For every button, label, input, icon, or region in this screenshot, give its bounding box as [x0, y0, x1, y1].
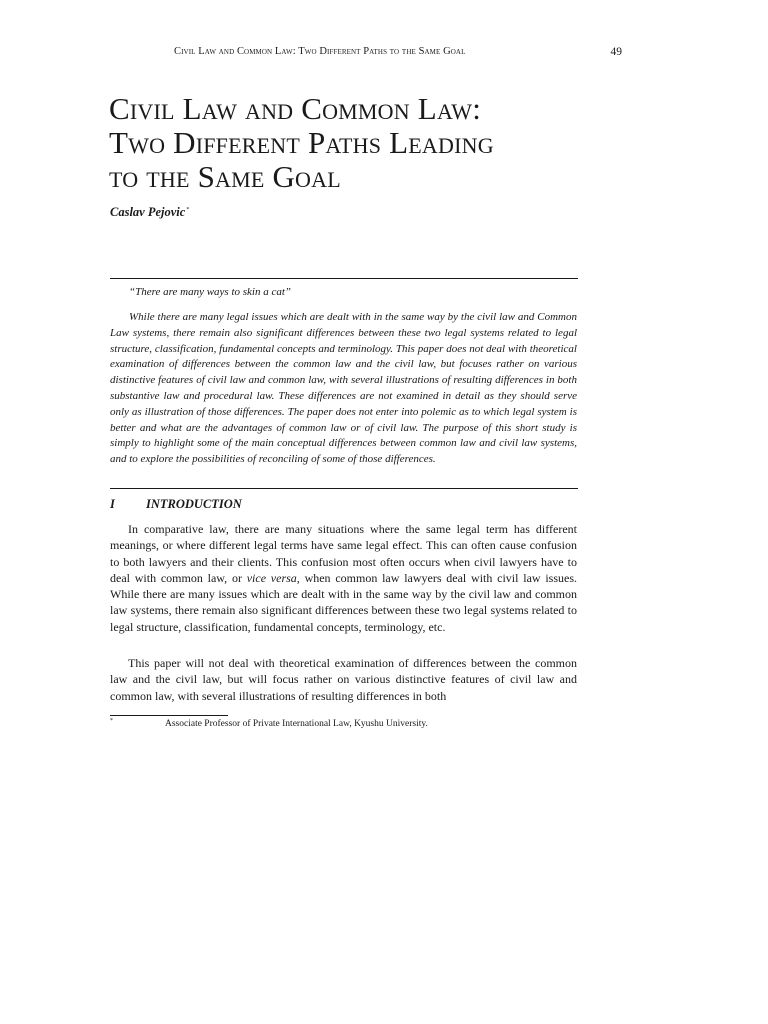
paper-title [109, 92, 589, 194]
footnote-rule [110, 715, 228, 716]
section-title: INTRODUCTION [146, 497, 242, 511]
page-number: 49 [610, 46, 622, 58]
footnote-text: Associate Professor of Private International Law, Kyushu University. [165, 719, 428, 729]
author-name: Caslav Pejovic [110, 205, 186, 219]
section-heading [110, 497, 578, 515]
author [110, 205, 189, 220]
title-line-3: to the Same Goal [109, 159, 341, 194]
section-number: I [110, 497, 115, 511]
abstract-text: While there are many legal issues which are dealt with in the same way by the civil law and Common Law systems, there remain also significant differences between these two legal systems related to legal structure, classification, fundamental concepts and terminology. This paper does not deal with theoretical examination of differences between the common law and the civil law, but focuses rather on various distinctive features of civil law and common law, with several illustrations of resulting differences in both substantive law and procedural law. These differences are not examined in detail as they should serve only as illustration of those differences. The paper does not enter into polemic as to which legal system is better and what are the advantages of common law or of civil law. The purpose of this short study is simply to highlight some of the main conceptual differences between common law and civil law systems, and to explore the possibilities of reconciling of some of those differences. [110, 311, 577, 466]
author-footnote-mark: * [186, 207, 190, 213]
title-line-2: Two Different Paths Leading [109, 125, 494, 160]
footnote-mark: * [110, 718, 113, 724]
paragraph-1-text-a: In comparative law, there are many situations where the same legal term has different meanings, or where different legal terms have same legal effect. This can often cause confusion to both lawyers and their clients. This confusion most often occurs when civil lawyers have to deal with common law, or [110, 522, 577, 585]
epigraph: “There are many ways to skin a cat” [129, 286, 292, 298]
paragraph-1-text-b: when common law lawyers deal with civil law issues. While there are many issues which are dealt with in the same way by the civil law and common law systems, there remain also significant differences between these two legal systems related to legal structure, classification, fundamental concepts, terminology, etc. [110, 570, 578, 634]
abstract-top-rule [110, 278, 578, 279]
body-paragraph [110, 521, 577, 635]
abstract-bottom-rule [110, 488, 578, 489]
footnote [110, 719, 577, 733]
title-line-1: Civil Law and Common Law: [109, 91, 482, 126]
running-head [110, 46, 622, 62]
paragraph-1-italic: vice versa, [246, 570, 300, 585]
running-title: Civil Law and Common Law: Two Different Paths to the Same Goal [174, 46, 466, 57]
body-paragraph: This paper will not deal with theoretical examination of differences between the common law and the civil law, but will focus rather on various distinctive features of civil law and common law, with several illustrations of resulting differences in both [110, 656, 577, 703]
